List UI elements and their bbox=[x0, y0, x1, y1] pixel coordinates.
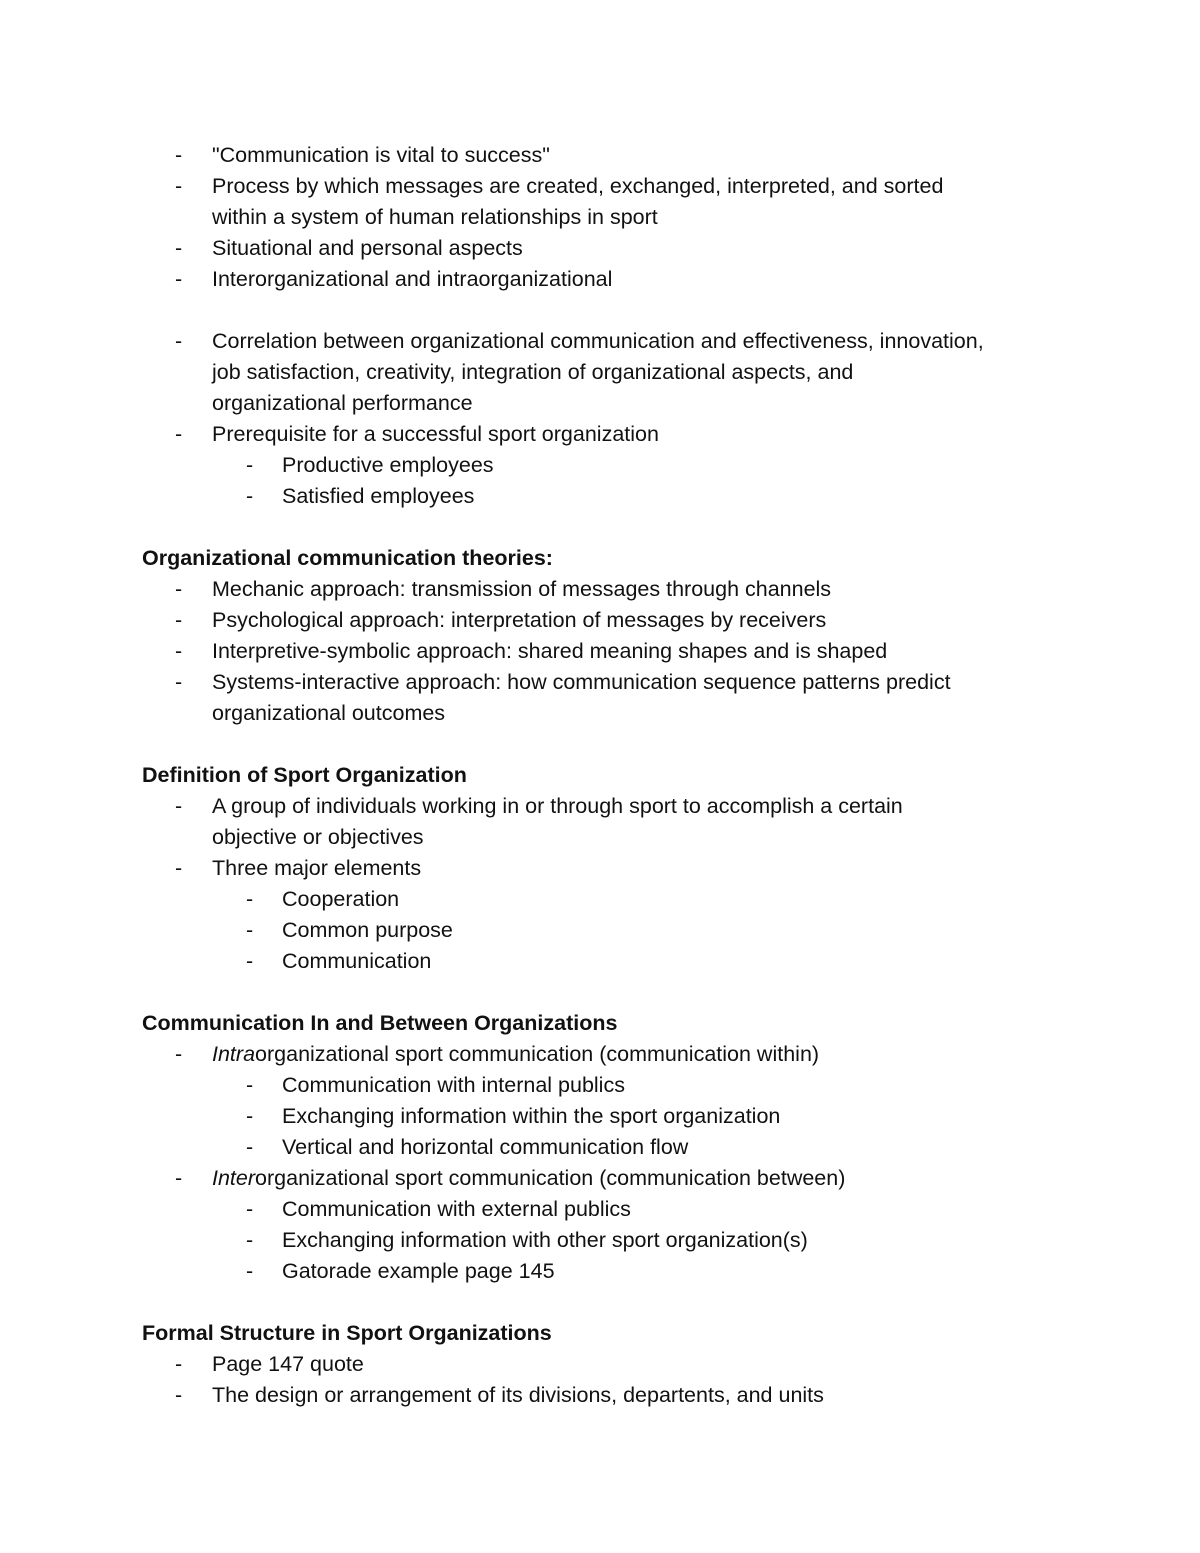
bullet-text: Vertical and horizontal communication flow bbox=[282, 1135, 689, 1159]
spacer bbox=[142, 729, 1082, 760]
bullet-dash: - bbox=[246, 1135, 254, 1159]
sub-bullet-item bbox=[142, 450, 1082, 481]
bullet-item bbox=[142, 326, 1082, 357]
bullet-continuation: within a system of human relationships in sport bbox=[212, 205, 658, 229]
bullet-item bbox=[142, 171, 1082, 202]
bullet-dash: - bbox=[246, 1259, 254, 1283]
bullet-continuation: organizational performance bbox=[212, 391, 473, 415]
bullet-item bbox=[142, 1039, 1082, 1070]
sub-bullet-item bbox=[142, 946, 1082, 977]
bullet-text: Correlation between organizational communication and effectiveness, innovation, bbox=[212, 329, 984, 353]
bullet-item bbox=[142, 574, 1082, 605]
bullet-text: Mechanic approach: transmission of messages through channels bbox=[212, 577, 832, 601]
sub-bullet-item bbox=[142, 1101, 1082, 1132]
bullet-item bbox=[142, 853, 1082, 884]
bullet-dash: - bbox=[246, 1104, 254, 1128]
bullet-item bbox=[142, 264, 1082, 295]
bullet-text: "Communication is vital to success" bbox=[212, 143, 550, 167]
bullet-text: Communication with external publics bbox=[282, 1197, 631, 1221]
bullet-continuation: objective or objectives bbox=[212, 825, 424, 849]
bullet-dash: - bbox=[246, 453, 254, 477]
bullet-dash: - bbox=[175, 856, 183, 880]
bullet-text: Communication with internal publics bbox=[282, 1073, 625, 1097]
bullet-dash: - bbox=[175, 236, 183, 260]
section-heading-definition: Definition of Sport Organization bbox=[142, 763, 467, 787]
sub-bullet-item bbox=[142, 1256, 1082, 1287]
bullet-text-italic: Inter bbox=[212, 1166, 256, 1190]
bullet-text: Process by which messages are created, exchanged, interpreted, and sorted bbox=[212, 174, 944, 198]
bullet-text: Gatorade example page 145 bbox=[282, 1259, 555, 1283]
bullet-dash: - bbox=[175, 1042, 183, 1066]
bullet-item bbox=[142, 605, 1082, 636]
bullet-text: Systems-interactive approach: how communication sequence patterns predict bbox=[212, 670, 951, 694]
bullet-text: Exchanging information within the sport organization bbox=[282, 1104, 781, 1128]
bullet-text: Three major elements bbox=[212, 856, 422, 880]
section-heading-between: Communication In and Between Organizations bbox=[142, 1011, 618, 1035]
spacer bbox=[142, 295, 1082, 326]
bullet-text: Satisfied employees bbox=[282, 484, 475, 508]
bullet-dash: - bbox=[246, 887, 254, 911]
bullet-dash: - bbox=[175, 608, 183, 632]
spacer bbox=[142, 977, 1082, 1008]
bullet-continuation: organizational outcomes bbox=[212, 701, 446, 725]
bullet-dash: - bbox=[246, 949, 254, 973]
bullet-continuation: job satisfaction, creativity, integration of organizational aspects, and bbox=[212, 360, 854, 384]
bullet-text: organizational sport communication (communication between) bbox=[255, 1166, 846, 1190]
bullet-dash: - bbox=[175, 422, 183, 446]
bullet-text: Communication bbox=[282, 949, 432, 973]
bullet-item bbox=[142, 140, 1082, 171]
spacer bbox=[142, 512, 1082, 543]
bullet-text: Interpretive-symbolic approach: shared meaning shapes and is shaped bbox=[212, 639, 888, 663]
bullet-text: Prerequisite for a successful sport organization bbox=[212, 422, 659, 446]
sub-bullet-item bbox=[142, 481, 1082, 512]
bullet-item bbox=[142, 419, 1082, 450]
bullet-item bbox=[142, 1163, 1082, 1194]
bullet-dash: - bbox=[246, 484, 254, 508]
bullet-dash: - bbox=[175, 1352, 183, 1376]
bullet-dash: - bbox=[246, 1197, 254, 1221]
section-heading-theories: Organizational communication theories: bbox=[142, 546, 553, 570]
spacer bbox=[142, 1287, 1082, 1318]
bullet-item bbox=[142, 233, 1082, 264]
bullet-text: Exchanging information with other sport organization(s) bbox=[282, 1228, 808, 1252]
bullet-dash: - bbox=[246, 918, 254, 942]
bullet-text: Psychological approach: interpretation of messages by receivers bbox=[212, 608, 827, 632]
bullet-item bbox=[142, 667, 1082, 698]
bullet-dash: - bbox=[175, 267, 183, 291]
bullet-dash: - bbox=[175, 143, 183, 167]
bullet-dash: - bbox=[175, 794, 183, 818]
bullet-dash: - bbox=[246, 1228, 254, 1252]
sub-bullet-item bbox=[142, 1225, 1082, 1256]
sub-bullet-item bbox=[142, 884, 1082, 915]
bullet-dash: - bbox=[175, 639, 183, 663]
sub-bullet-item bbox=[142, 915, 1082, 946]
bullet-text: Common purpose bbox=[282, 918, 453, 942]
bullet-dash: - bbox=[175, 577, 183, 601]
bullet-item bbox=[142, 636, 1082, 667]
bullet-text: Cooperation bbox=[282, 887, 400, 911]
bullet-text: The design or arrangement of its divisions, departents, and units bbox=[212, 1383, 824, 1407]
bullet-text: Situational and personal aspects bbox=[212, 236, 523, 260]
sub-bullet-item bbox=[142, 1070, 1082, 1101]
bullet-text: Page 147 quote bbox=[212, 1352, 364, 1376]
bullet-text: A group of individuals working in or through sport to accomplish a certain bbox=[212, 794, 903, 818]
bullet-text: Interorganizational and intraorganizational bbox=[212, 267, 613, 291]
bullet-item bbox=[142, 1349, 1082, 1380]
bullet-dash: - bbox=[175, 329, 183, 353]
bullet-text-italic: Intra bbox=[212, 1042, 256, 1066]
bullet-text: organizational sport communication (communication within) bbox=[255, 1042, 820, 1066]
bullet-dash: - bbox=[175, 670, 183, 694]
bullet-text: Productive employees bbox=[282, 453, 494, 477]
sub-bullet-item bbox=[142, 1132, 1082, 1163]
section-heading-formal: Formal Structure in Sport Organizations bbox=[142, 1321, 552, 1345]
bullet-item bbox=[142, 791, 1082, 822]
bullet-dash: - bbox=[175, 1383, 183, 1407]
sub-bullet-item bbox=[142, 1194, 1082, 1225]
bullet-dash: - bbox=[175, 1166, 183, 1190]
bullet-item bbox=[142, 1380, 1082, 1411]
bullet-dash: - bbox=[246, 1073, 254, 1097]
document-body bbox=[142, 140, 1082, 1411]
bullet-dash: - bbox=[175, 174, 183, 198]
